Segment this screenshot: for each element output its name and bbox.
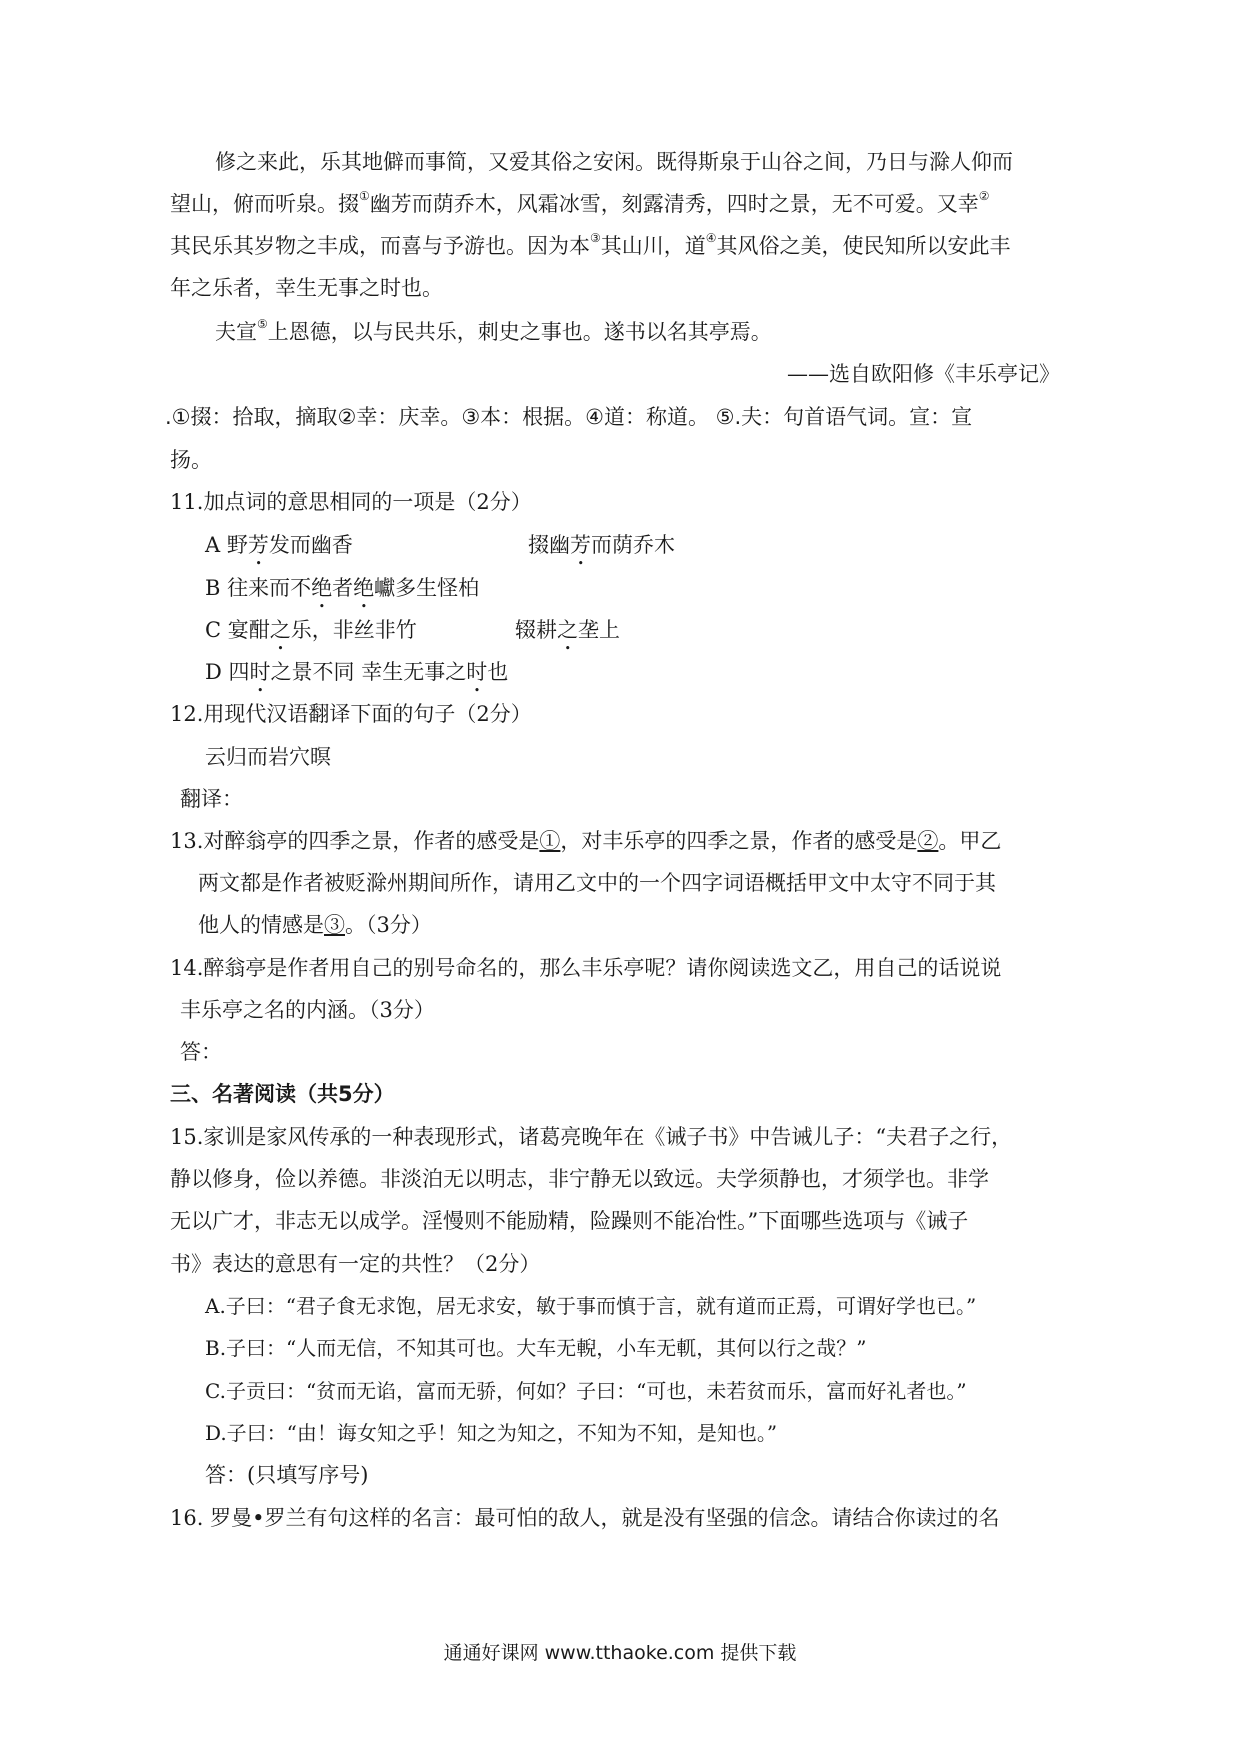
question-15-line-4: 书》表达的意思有一定的共性？（2分） [170, 1252, 541, 1276]
text: 巘多生怪柏 [374, 576, 480, 600]
question-14-line-1: 14.醉翁亭是作者用自己的别号命名的，那么丰乐亭呢？请你阅读选文乙，用自己的话说说 [170, 956, 1002, 980]
footnote-marker: ④ [705, 231, 717, 245]
text: 幽芳而荫乔木，风霜冰雪，刻露清秀，四时之景，无不可爱。又幸 [369, 192, 979, 216]
q14-answer-label: 答： [180, 1040, 222, 1064]
section-heading: 三、名著阅读（共5分） [170, 1082, 395, 1106]
passage-line-5 [215, 317, 772, 347]
text: 垄上 [578, 618, 620, 642]
text: 者 [332, 576, 354, 600]
question-13-line-1 [170, 826, 1001, 856]
q11-option-a-pair [528, 530, 675, 570]
question-12-stem: 12.用现代汉语翻译下面的句子（2分） [170, 702, 532, 726]
text: 而荫乔木 [591, 533, 675, 557]
dotted-word: 之 [269, 618, 291, 642]
blank: ② [917, 829, 939, 853]
dotted-word: 时 [466, 660, 488, 684]
footnote-marker: ③ [590, 231, 601, 245]
text: 其风俗之美，使民知所以安此丰 [716, 234, 1011, 258]
passage-line-3 [170, 231, 1011, 261]
q15-option-a: A.子曰：“君子食无求饱，居无求安，敏于事而慎于言，就有道而正焉，可谓好学也已。” [205, 1294, 977, 1318]
text: A 野 [205, 533, 248, 557]
dotted-word: 芳 [570, 533, 591, 557]
dotted-word: 芳 [247, 533, 269, 557]
text: 。甲乙 [938, 829, 1002, 853]
dotted-word: 时 [249, 660, 271, 684]
footnote-marker: ② [978, 189, 990, 203]
q11-option-c-pair [515, 615, 620, 655]
passage-line-1: 修之来此，乐其地僻而事简，又爱其俗之安闲。既得斯泉于山谷之间，乃日与滁人仰而 [215, 150, 1013, 174]
dotted-word: 之 [557, 618, 578, 642]
text: 掇幽 [528, 533, 570, 557]
q11-option-a [205, 530, 353, 570]
q11-option-d [205, 657, 508, 697]
q12-answer-label: 翻译： [180, 787, 243, 811]
question-14-line-2: 丰乐亭之名的内涵。（3分） [180, 998, 435, 1022]
notes-line-2: 扬。 [170, 448, 212, 472]
text: D 四 [205, 660, 250, 684]
text: 也 [487, 660, 509, 684]
blank: ① [539, 829, 561, 853]
passage-line-4: 年之乐者，幸生无事之时也。 [170, 276, 443, 300]
blank: ③ [324, 913, 345, 937]
text: ，对丰乐亭的四季之景，作者的感受是 [560, 829, 918, 853]
q11-option-b [205, 573, 479, 613]
text: 他人的情感是 [198, 913, 324, 937]
q15-option-b: B.子曰：“人而无信，不知其可也。大车无輗，小车无軏，其何以行之哉？” [205, 1336, 867, 1360]
q15-option-c: C.子贡曰：“贫而无谄，富而无骄，何如？子曰：“可也，未若贫而乐，富而好礼者也。” [205, 1379, 967, 1403]
question-11-stem: 11.加点词的意思相同的一项是（2分） [170, 490, 532, 514]
question-15-line-1: 15.家训是家风传承的一种表现形式，诸葛亮晚年在《诫子书》中告诫儿子：“夫君子之行， [170, 1125, 1013, 1149]
question-15-line-3: 无以广才，非志无以成学。淫慢则不能励精，险躁则不能冶性。”下面哪些选项与《诫子 [170, 1209, 969, 1233]
text: 夫宣 [215, 320, 257, 344]
q15-answer-label: 答：(只填写序号) [205, 1463, 369, 1487]
question-13-line-3 [198, 910, 432, 940]
text: 发而幽香 [268, 533, 353, 557]
question-15-line-2: 静以修身，俭以养德。非淡泊无以明志，非宁静无以致远。夫学须静也，才须学也。非学 [170, 1167, 989, 1191]
dotted-word: 绝 [311, 576, 333, 600]
dotted-word: 绝 [353, 576, 375, 600]
question-13-line-2: 两文都是作者被贬滁州期间所作，请用乙文中的一个四字词语概括甲文中太守不同于其 [198, 871, 996, 895]
q15-option-d: D.子曰：“由！诲女知之乎！知之为知之，不知为不知，是知也。” [205, 1421, 778, 1445]
q11-option-c [205, 615, 417, 655]
question-16-line-1: 16. 罗曼•罗兰有句这样的名言：最可怕的敌人，就是没有坚强的信念。请结合你读过的名 [170, 1506, 1000, 1530]
footnote-marker: ⑤ [257, 317, 268, 331]
notes-line-1: .①掇：拾取，摘取②幸：庆幸。③本：根据。④道：称道。 ⑤.夫：句首语气词。宣：宣 [165, 405, 973, 429]
text: 13.对醉翁亭的四季之景，作者的感受是 [170, 829, 540, 853]
text: B 往来而不 [205, 576, 312, 600]
passage-source: ——选自欧阳修《丰乐亭记》 [787, 362, 1060, 386]
text: 上恩德，以与民共乐，刺史之事也。遂书以名其亭焉。 [267, 320, 772, 344]
text: 其民乐其岁物之丰成，而喜与予游也。因为本 [170, 234, 590, 258]
text: 辍耕 [515, 618, 557, 642]
text: 乐，非丝非竹 [290, 618, 417, 642]
q12-sentence: 云归而岩穴暝 [205, 745, 331, 769]
text: 。（3分） [345, 913, 432, 937]
page-footer: 通通好课网 www.tthaoke.com 提供下载 [443, 1642, 797, 1664]
text: 其山川，道 [600, 234, 706, 258]
text: 之景不同 幸生无事之 [270, 660, 467, 684]
footnote-marker: ① [359, 189, 370, 203]
text: C 宴酣 [205, 618, 270, 642]
text: 望山，俯而听泉。掇 [170, 192, 359, 216]
passage-line-2 [170, 189, 990, 219]
